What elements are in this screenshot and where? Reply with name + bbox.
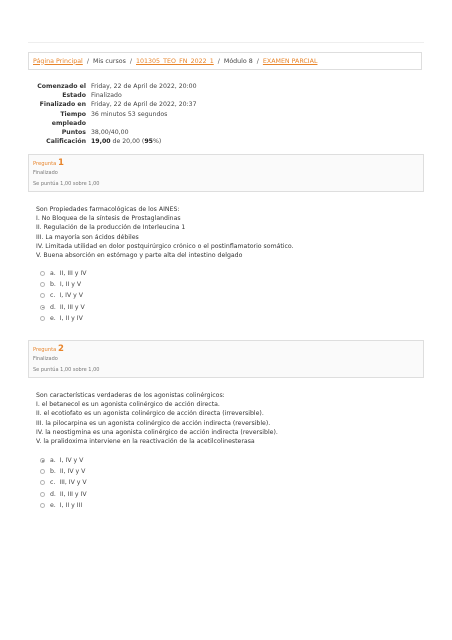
summary-value: 38,00/40,00 [91,129,129,137]
answer-option[interactable] [40,279,86,290]
radio-button[interactable] [40,316,45,321]
answer-option[interactable] [40,500,87,511]
breadcrumb-separator: / [129,57,132,65]
question-line: II. Regulación de la producción de Interleucina 1 [36,224,186,232]
answer-option[interactable] [40,466,87,477]
question-grade: Se puntúa 1,00 sobre 1,00 [33,367,100,373]
answer-text: I, II y V [59,281,82,289]
question-line: III. La mayoría son ácidos débiles [36,233,139,241]
answer-letter: c. [50,292,56,300]
radio-button[interactable] [40,503,45,508]
question-text-1 [36,205,416,260]
breadcrumb-separator: / [217,57,220,65]
summary-label: Comenzado el [37,83,86,90]
breadcrumb-courses: Mis cursos [92,57,126,65]
answer-letter: b. [50,468,56,476]
summary-row-grade [36,137,197,146]
answer-option[interactable] [40,455,87,466]
question-line: Son Propiedades farmacológicas de los AINES: [36,206,180,213]
breadcrumb-home-link[interactable]: Página Principal [33,57,83,65]
summary-label: Estado [62,92,86,100]
grade-suffix: %) [152,138,162,146]
answer-letter: a. [50,270,56,278]
question-info-1 [28,154,424,192]
summary-label: Finalizado en [39,101,86,109]
summary-label: Tiempo empleado [51,110,86,127]
answer-text: I, IV y V [59,457,84,465]
answer-letter: c. [50,479,56,487]
answer-option[interactable] [40,268,86,279]
answer-letter: e. [50,501,56,509]
answer-text: II, III y IV [59,270,87,278]
question-grade: Se puntúa 1,00 sobre 1,00 [33,181,100,187]
summary-row-started [36,82,197,91]
summary-value: Friday, 22 de April de 2022, 20:37 [91,101,197,109]
summary-value: Friday, 22 de April de 2022, 20:00 [91,83,197,90]
question-line: IV. Limitada utilidad en dolor postquirúrgico crónico o el postinflamatorio somático. [36,242,294,250]
question-line: Son características verdaderas de los agonistas colinérgicos: [36,392,225,399]
summary-row-points [36,128,197,137]
answer-option[interactable] [40,290,86,301]
answer-text: I, IV y V [59,292,84,300]
question-num: 1 [57,158,64,168]
answer-text: I, II y IV [59,314,83,322]
question-text-2 [36,391,416,446]
header-divider [28,42,424,43]
summary-row-state [36,91,197,100]
question-state: Finalizado [33,356,58,362]
breadcrumb [28,52,422,70]
question-prefix: Pregunta [33,347,58,353]
answer-option[interactable] [40,477,87,488]
answer-letter: d. [50,490,56,498]
radio-button-selected[interactable] [40,458,45,463]
answer-text: II, III y V [59,303,85,311]
answer-option[interactable] [40,489,87,500]
breadcrumb-separator: / [256,57,259,65]
attempt-summary [36,82,197,146]
question-line: III. la pilocarpina es un agonista colinérgico de acción indirecta (reversible). [36,419,271,427]
question-line: IV. la neostigmina es una agonista colinérgico de acción indirecta (reversible). [36,428,278,436]
radio-button-selected[interactable] [40,305,45,310]
breadcrumb-exam-link[interactable]: EXAMEN PARCIAL [262,57,318,65]
summary-label: Calificación [46,138,86,146]
question-line: V. la pralidoxima interviene en la reactivación de la acetilcolinesterasa [36,438,255,446]
summary-row-time-taken [36,110,197,128]
breadcrumb-module: Módulo 8 [223,57,253,65]
answer-letter: e. [50,314,56,322]
radio-button[interactable] [40,293,45,298]
answer-text: I, II y III [59,501,83,509]
breadcrumb-separator: / [86,57,89,65]
answer-letter: b. [50,281,56,289]
summary-label: Puntos [61,129,86,137]
question-prefix: Pregunta [33,161,58,167]
radio-button[interactable] [40,480,45,485]
answer-letter: a. [50,457,56,465]
answer-text: II, IV y V [59,468,86,476]
breadcrumb-course-link[interactable]: 101305_TEO_FN_2022_1 [135,57,214,65]
question-line: I. No Bloquea de la síntesis de Prostaglandinas [36,215,181,223]
question-line: I. el betanecol es un agonista colinérgico de acción directa. [36,401,220,409]
grade-score: 19,00 [91,138,111,146]
question-num: 2 [57,344,64,354]
question-state: Finalizado [33,170,58,176]
question-number [33,158,419,168]
radio-button[interactable] [40,282,45,287]
radio-button[interactable] [40,492,45,497]
answer-text: III, IV y V [59,479,87,487]
summary-value: Finalizado [91,92,122,100]
grade-value [91,137,161,146]
question-info-2 [28,340,424,378]
answer-option[interactable] [40,313,86,324]
summary-value: 36 minutos 53 segundos [91,110,168,118]
question-line: II. el ecotiofato es un agonista colinérgico de acción directa (irreversible). [36,410,264,418]
answer-letter: d. [50,303,56,311]
radio-button[interactable] [40,469,45,474]
radio-button[interactable] [40,271,45,276]
answer-list-2 [40,455,87,511]
answer-list-1 [40,268,86,324]
grade-percent: 95 [144,138,153,146]
answer-option[interactable] [40,302,86,313]
question-number [33,344,419,354]
question-line: V. Buena absorción en estómago y parte alta del intestino delgado [36,252,243,260]
answer-text: II, III y IV [59,490,87,498]
summary-row-finished [36,100,197,109]
grade-middle: de 20,00 ( [110,138,145,146]
